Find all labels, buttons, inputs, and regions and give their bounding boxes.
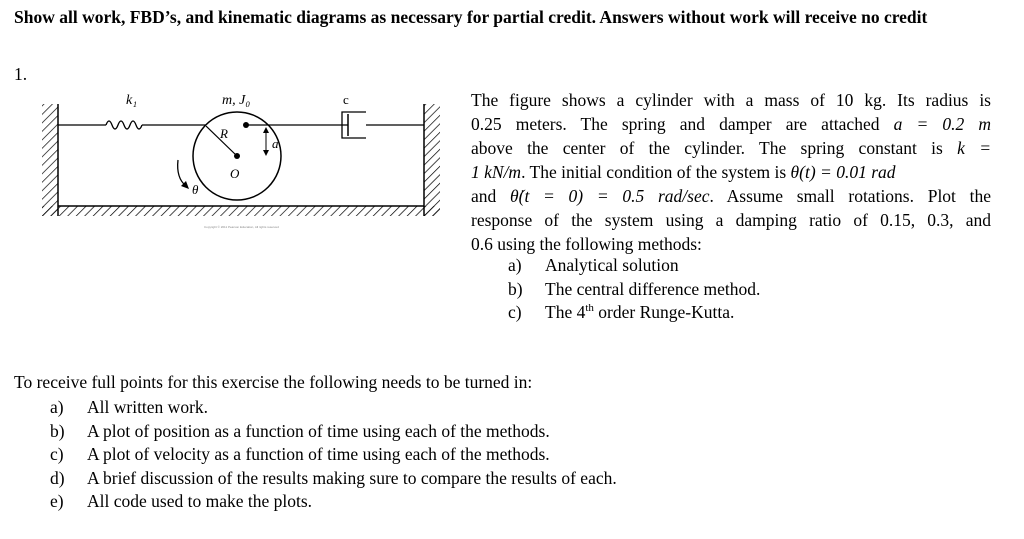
list-item: c) A plot of velocity as a function of time using each of the methods. [50, 444, 550, 464]
spring-coil [106, 121, 142, 129]
floor-hatch [42, 206, 440, 216]
desc-line-3: above the center of the cylinder. The spring constant is k = [471, 138, 992, 158]
cylinder-spring-damper-figure [36, 86, 446, 236]
param-k: k = [957, 138, 992, 158]
methods-list [508, 254, 760, 325]
theta-label: θ [192, 182, 199, 197]
turn-in-list [50, 396, 617, 514]
param-a: a = 0.2 m [893, 114, 992, 134]
theta-arrow [178, 160, 186, 186]
offset-label: a [272, 136, 279, 151]
turn-in-title: To receive full points for this exercise the following needs to be turned in: [14, 372, 533, 392]
initial-theta-dot: θ̇(t = 0) = 0.5 rad/sec [510, 186, 710, 206]
left-wall [42, 104, 58, 216]
desc-line-1: The figure shows a cylinder with a mass of 10 kg. Its radius is [471, 90, 991, 110]
list-item: c) The 4th order Runge-Kutta. [508, 302, 735, 322]
param-k-value: 1 kN/m [471, 162, 522, 182]
copyright-text: Copyright © 2011 Pearson Education, All rights reserved [204, 225, 279, 229]
radius-label: R [220, 126, 228, 141]
spring-label: k₁ [126, 93, 138, 108]
desc-line-6: response of the system using a damping ratio of 0.15, 0.3, and [471, 210, 991, 230]
instructions-heading: Show all work, FBD’s, and kinematic diagrams as necessary for partial credit. Answers without work will receive no credit [14, 7, 928, 27]
right-wall [424, 104, 440, 216]
question-number: 1. [14, 64, 28, 84]
desc-line-2: 0.25 meters. The spring and damper are attached a = 0.2 m [471, 114, 992, 134]
list-item: b) A plot of position as a function of time using each of the methods. [50, 420, 550, 441]
mass-label: m, J₀ [222, 93, 251, 108]
initial-theta: θ(t) = 0.01 rad [790, 162, 896, 182]
center-label: O [230, 166, 240, 181]
problem-description [471, 88, 991, 256]
list-item: a) All written work. [50, 397, 209, 417]
desc-line-5: and θ̇(t = 0) = 0.5 rad/sec. Assume small rotations. Plot the [471, 186, 992, 206]
list-item: a) Analytical solution [508, 255, 679, 275]
damper-label: c [343, 92, 349, 107]
desc-line-7: 0.6 using the following methods: [471, 234, 702, 254]
list-item: b) The central difference method. [508, 278, 761, 299]
desc-line-4: 1 kN/m. The initial condition of the system is θ(t) = 0.01 rad [471, 162, 896, 182]
list-item: e) All code used to make the plots. [50, 491, 313, 511]
list-item: d) A brief discussion of the results making sure to compare the results of each. [50, 467, 617, 488]
